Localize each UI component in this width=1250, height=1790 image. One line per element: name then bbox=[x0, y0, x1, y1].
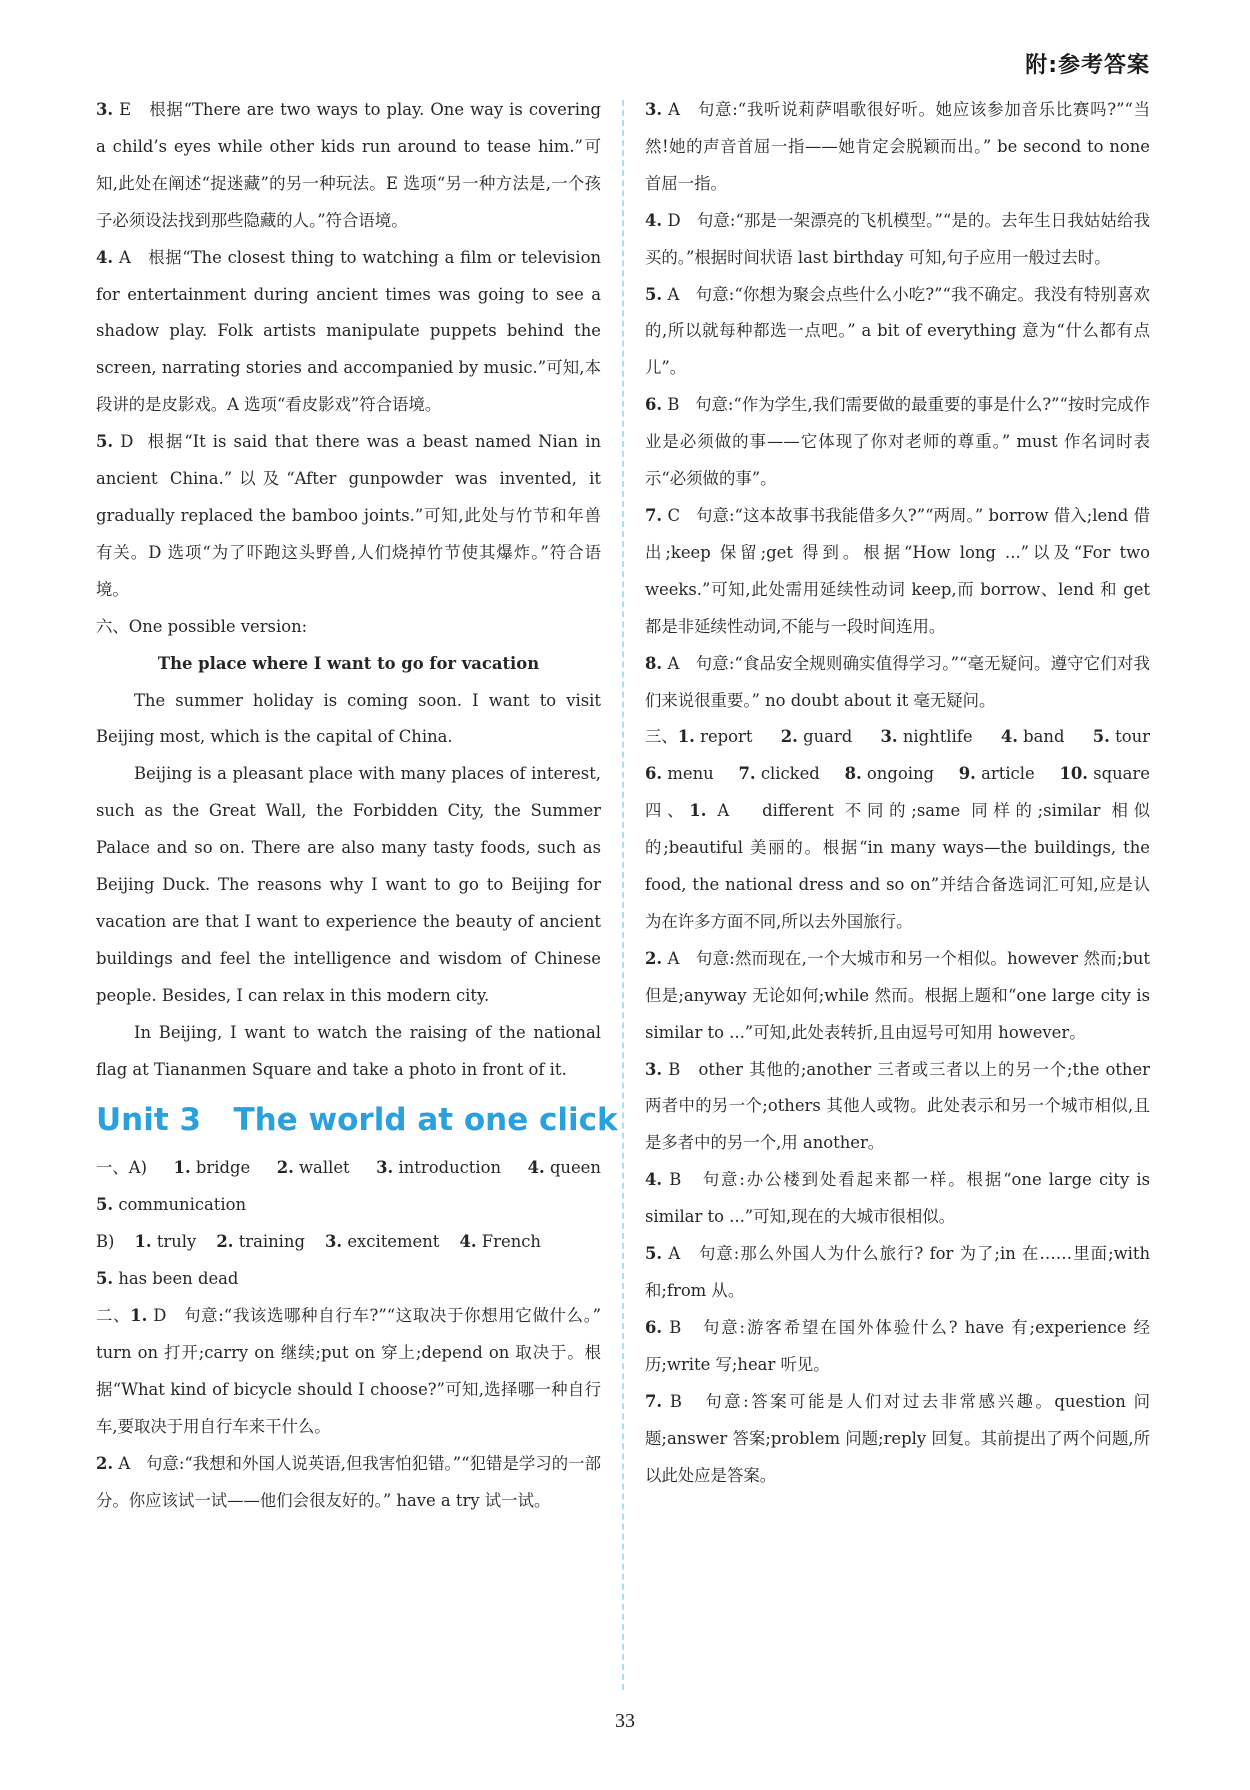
section-1a-row-2: 5. communication bbox=[96, 1195, 247, 1215]
page-number: 33 bbox=[615, 1710, 635, 1732]
section-4-item-5: 5. A 句意:那么外国人为什么旅行? for 为了;in 在……里面;with 和;from 从。 bbox=[645, 1244, 1151, 1300]
section-2-item-7: 7. C 句意:“这本故事书我能借多久?”“两周。” borrow 借入;lend 借出;keep 保留;get 得到。根据“How long ...”以及“For two weeks.”可知,此处需用延续性动词 keep,而 borrow、lend 和 get 都是非延续性动词,不能与一段时间连用。 bbox=[645, 505, 1150, 636]
section-2-item-6: 6. B 句意:“作为学生,我们需要做的最重要的事是什么?”“按时完成作业是必须做的事——它体现了你对老师的尊重。” must 作名词时表示“必须做的事”。 bbox=[645, 395, 1150, 489]
essay-paragraph-2: Beijing is a pleasant place with many places of interest, such as the Great Wall, the Forbidden City, the Summer Palace and so on. There are also many tasty foods, such as Beijing Duck. The reasons why I want to go to Beijing for vacation are that I want to experience the beauty of ancient buildings and feel the intelligence and wisdom of Chinese people. Besides, I can relax in this modern city. bbox=[96, 764, 601, 1005]
section-4-item-1: 四、1. A different 不同的;same 同样的;similar 相似的;beautiful 美丽的。根据“in many ways—the buildings, the food, the national dress and so on”并结合备选词汇可知,应是认为在许多方面不同,所以去外国旅行。 bbox=[645, 801, 1150, 931]
section-4-item-3: 3. B other 其他的;another 三者或三者以上的另一个;the other 两者中的另一个;others 其他人或物。此处表示和另一个城市相似,且是多者中的另一个,用 another。 bbox=[645, 1059, 1151, 1153]
page-header: 附:参考答案 bbox=[1025, 53, 1150, 78]
section-3-row-2: 6. menu 7. clicked 8. ongoing 9. article 10. square bbox=[645, 764, 1150, 784]
section-4-item-7: 7. B 句意:答案可能是人们对过去非常感兴趣。question 问题;answer 答案;problem 问题;reply 回复。其前提出了两个问题,所以此处应是答案。 bbox=[645, 1391, 1150, 1485]
section-4-item-4: 4. B 句意:办公楼到处看起来都一样。根据“one large city is similar to ...”可知,现在的大城市很相似。 bbox=[645, 1170, 1150, 1227]
essay-paragraph-3: In Beijing, I want to watch the raising of the national flag at Tiananmen Square and take a photo in front of it. bbox=[96, 1022, 601, 1079]
section-2-item-3: 3. A 句意:“我听说莉萨唱歌很好听。她应该参加音乐比赛吗?”“当然!她的声音首屈一指——她肯定会脱颖而出。” be second to none 首屈一指。 bbox=[645, 100, 1150, 193]
answer-item-4: 4. A 根据“The closest thing to watching a film or television for entertainment during ancient times was going to see a shadow play. Folk artists manipulate puppets behind the screen, narrating stories and accompanied by music.”可知,本段讲的是皮影戏。A 选项“看皮影戏”符合语境。 bbox=[96, 247, 602, 415]
section-1a-row: 一、A) 1. bridge 2. wallet 3. introduction 4. queen bbox=[96, 1158, 601, 1178]
right-column bbox=[645, 92, 1150, 1494]
section-2-item-2: 2. A 句意:“我想和外国人说英语,但我害怕犯错。”“犯错是学习的一部分。你应该试一试——他们会很友好的。” have a try 试一试。 bbox=[96, 1453, 602, 1510]
section-4-item-6: 6. B 句意:游客希望在国外体验什么? have 有;experience 经历;write 写;hear 听见。 bbox=[645, 1317, 1150, 1374]
section-2-item-5: 5. A 句意:“你想为聚会点些什么小吃?”“我不确定。我没有特别喜欢的,所以就每种都选一点吧。” a bit of everything 意为“什么都有点儿”。 bbox=[645, 284, 1150, 378]
left-column bbox=[96, 92, 618, 1520]
section-2-item-8: 8. A 句意:“食品安全规则确实值得学习。”“毫无疑问。遵守它们对我们来说很重要。” no doubt about it 毫无疑问。 bbox=[645, 653, 1150, 710]
section-1b-row-2: 5. has been dead bbox=[96, 1269, 239, 1289]
answer-item-3: 3. E 根据“There are two ways to play. One way is covering a child’s eyes while other kids run around to tease him.”可知,此处在阐述“捉迷藏”的另一种玩法。E 选项“另一种方法是,一个孩子必须设法找到那些隐藏的人。”符合语境。 bbox=[96, 100, 601, 230]
column-divider bbox=[622, 100, 624, 1690]
unit-heading: Unit 3 The world at one click bbox=[96, 1102, 618, 1139]
section-1b-row: B) 1. truly 2. training 3. excitement 4. French bbox=[96, 1232, 541, 1252]
essay-paragraph-1: The summer holiday is coming soon. I want to visit Beijing most, which is the capital of China. bbox=[96, 690, 601, 747]
section-2-item-1: 二、1. D 句意:“我该选哪种自行车?”“这取决于你想用它做什么。” turn on 打开;carry on 继续;put on 穿上;depend on 取决于。根据“What kind of bicycle should I choose?”可知,选择哪一种自行车,要取决于用自行车来干什么。 bbox=[96, 1306, 601, 1436]
answer-item-5: 5. D 根据“It is said that there was a beast named Nian in ancient China.”以及“After gunpowder was invented, it gradually replaced the bamboo joints.”可知,此处与竹节和年兽有关。D 选项“为了吓跑这头野兽,人们烧掉竹节使其爆炸。”符合语境。 bbox=[96, 432, 601, 599]
section-3-row-1: 三、1. report 2. guard 3. nightlife 4. band 5. tour bbox=[645, 727, 1150, 747]
section-4-item-2: 2. A 句意:然而现在,一个大城市和另一个相似。however 然而;but 但是;anyway 无论如何;while 然而。根据上题和“one large city is similar to ...”可知,此处表转折,且由逗号可知用 however。 bbox=[645, 948, 1150, 1042]
essay-title: The place where I want to go for vacation bbox=[157, 653, 540, 673]
section-6-intro: 六、One possible version: bbox=[96, 616, 308, 636]
section-2-item-4: 4. D 句意:“那是一架漂亮的飞机模型。”“是的。去年生日我姑姑给我买的。”根据时间状语 last birthday 可知,句子应用一般过去时。 bbox=[645, 210, 1150, 267]
